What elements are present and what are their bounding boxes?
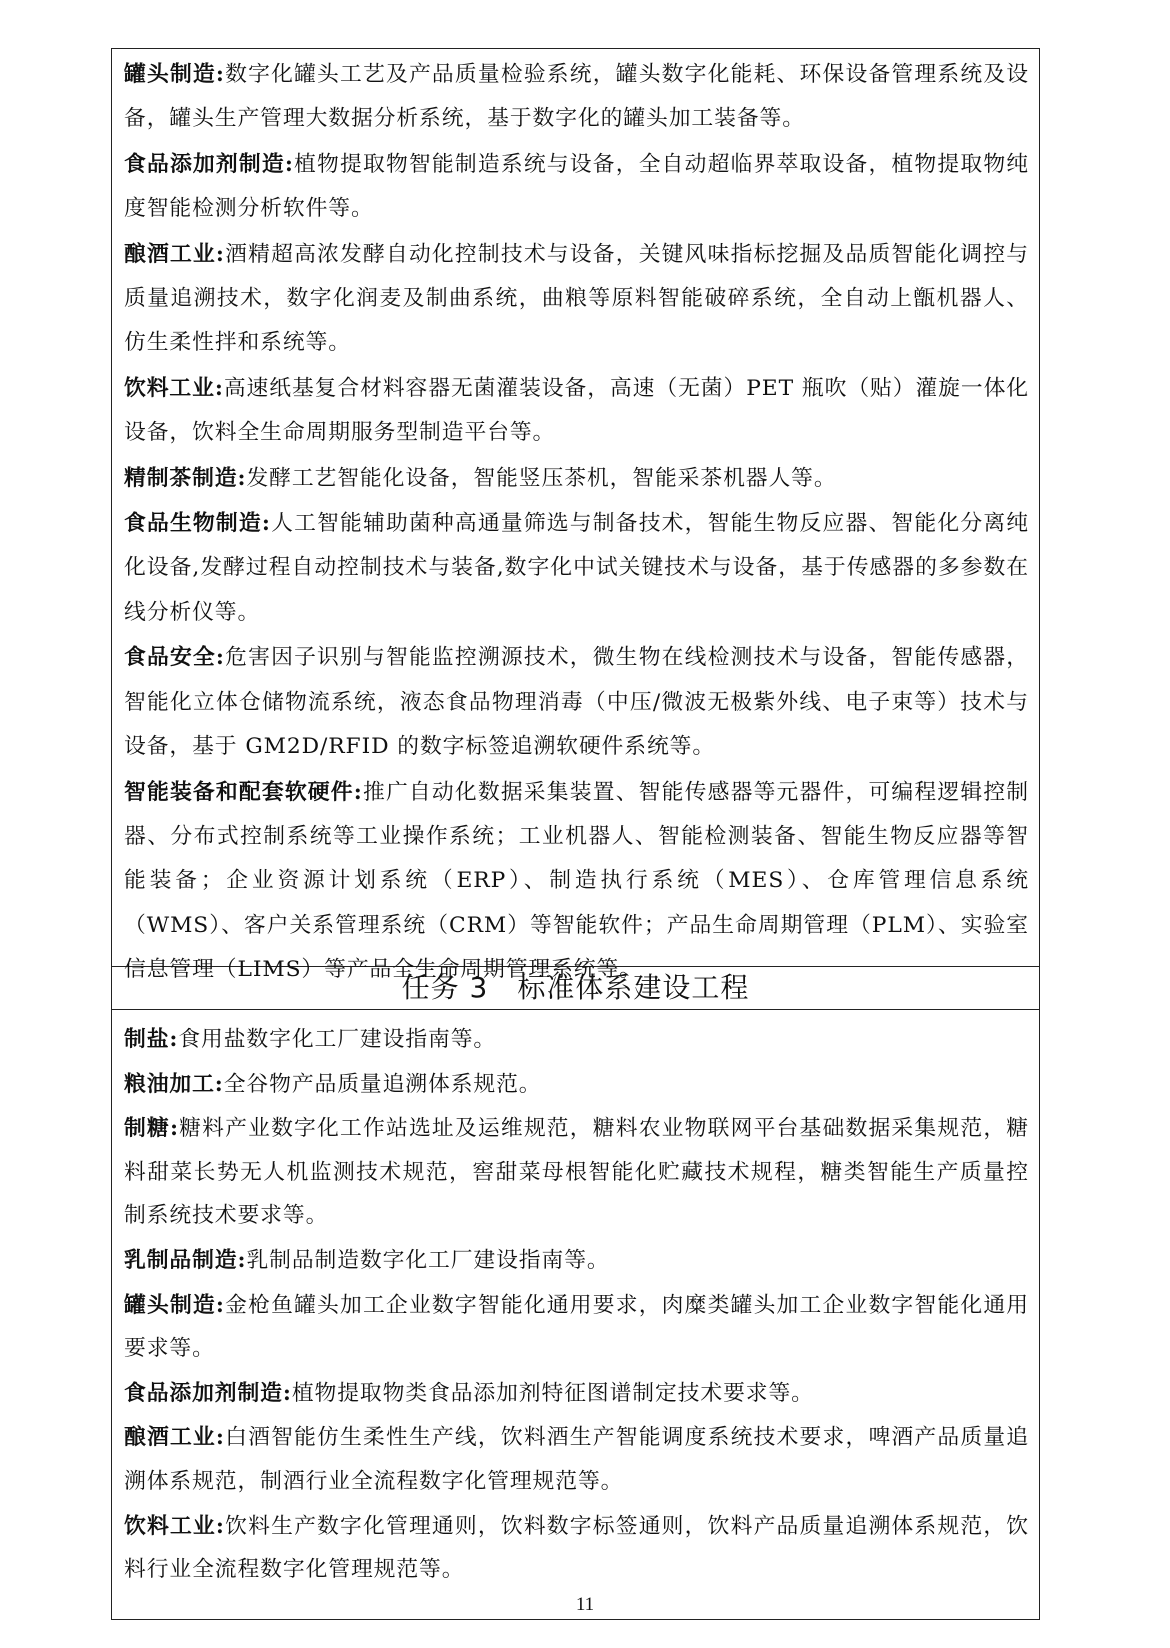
paragraph-grain-oil [124,1063,1029,1107]
task-heading: 任务 3 标准体系建设工程 [112,966,1039,1010]
paragraph-text: 全谷物产品质量追溯体系规范。 [223,1071,542,1097]
paragraph-dairy [124,1239,1029,1283]
paragraph-food-safety [124,636,1029,769]
paragraph-text: 发酵工艺智能化设备，智能竖压茶机，智能采茶机器人等。 [246,465,837,491]
paragraph-brewing [124,233,1029,366]
paragraph-key: 食品安全: [124,645,225,671]
paragraph-key: 精制茶制造: [124,465,247,491]
paragraph-food-additive [124,143,1029,232]
paragraph-key: 粮油加工: [124,1071,224,1097]
paragraph-biomanufacturing [124,502,1029,635]
paragraph-text: 数字化罐头工艺及产品质量检验系统，罐头数字化能耗、环保设备管理系统及设备，罐头生产管理大数据分析系统，基于数字化的罐头加工装备等。 [124,62,1029,132]
section-top [112,49,1039,983]
paragraph-key: 饮料工业: [124,375,224,401]
paragraph-food-additive-standard [124,1372,1029,1416]
paragraph-smart-equipment [124,771,1029,993]
section-bottom [112,1010,1039,1619]
paragraph-text: 酒精超高浓发酵自动化控制技术与设备，关键风味指标挖掘及品质智能化调控与质量追溯技术，数字化润麦及制曲系统，曲粮等原料智能破碎系统，全自动上甑机器人、仿生柔性拌和系统等。 [124,241,1029,356]
paragraph-text: 植物提取物智能制造系统与设备，全自动超临界萃取设备，植物提取物纯度智能检测分析软件等。 [124,151,1029,222]
paragraph-canned-food-standard [124,1284,1029,1371]
paragraph-key: 智能装备和配套软硬件: [124,779,363,805]
paragraph-tea [124,457,1029,501]
paragraph-text: 糖料产业数字化工作站选址及运维规范，糖料农业物联网平台基础数据采集规范，糖料甜菜长势无人机监测技术规范，窖甜菜母根智能化贮藏技术规程，糖类智能生产质量控制系统技术要求等。 [124,1116,1029,1229]
paragraph-text: 人工智能辅助菌种高通量筛选与制备技术，智能生物反应器、智能化分离纯化设备,发酵过程自动控制技术与装备,数字化中试关键技术与设备，基于传感器的多参数在线分析仪等。 [124,511,1029,625]
paragraph-key: 食品生物制造: [124,511,271,537]
paragraph-beverage-standard [124,1505,1029,1592]
paragraph-text: 推广自动化数据采集装置、智能传感器等元器件，可编程逻辑控制器、分布式控制系统等工业操作系统；工业机器人、智能检测装备、智能生物反应器等智能装备；企业资源计划系统（ERP）、制造执行系统（MES）、仓库管理信息系统（WMS）、客户关系管理系统（CRM）等智能软件；产品生命周期管理（PLM）、实验室信息管理（LIMS）等产品全生命周期管理系统等。 [124,779,1029,983]
paragraph-key: 酿酒工业: [124,241,225,267]
paragraph-key: 罐头制造: [124,62,225,87]
paragraph-text: 植物提取物类食品添加剂特征图谱制定技术要求等。 [291,1380,814,1406]
paragraph-key: 制糖: [124,1116,179,1142]
paragraph-salt [124,1018,1029,1062]
paragraph-canned-food [124,53,1029,142]
paragraph-text: 金枪鱼罐头加工企业数字智能化通用要求，肉糜类罐头加工企业数字智能化通用要求等。 [124,1292,1029,1362]
paragraph-text: 危害因子识别与智能监控溯源技术，微生物在线检测技术与设备，智能传感器，智能化立体仓储物流系统，液态食品物理消毒（中压/微波无极紫外线、电子束等）技术与设备，基于 GM2D/RFID 的数字标签追溯软硬件系统等。 [124,645,1029,760]
paragraph-text: 乳制品制造数字化工厂建设指南等。 [246,1247,610,1273]
paragraph-key: 乳制品制造: [124,1247,247,1273]
paragraph-key: 饮料工业: [124,1513,225,1539]
paragraph-text: 饮料生产数字化管理通则，饮料数字标签通则，饮料产品质量追溯体系规范，饮料行业全流程数字化管理规范等。 [124,1513,1029,1583]
paragraph-text: 高速纸基复合材料容器无菌灌装设备，高速（无菌）PET 瓶吹（贴）灌旋一体化设备，饮料全生命周期服务型制造平台等。 [124,375,1030,446]
paragraph-key: 食品添加剂制造: [124,151,294,177]
paragraph-text: 白酒智能仿生柔性生产线，饮料酒生产智能调度系统技术要求，啤酒产品质量追溯体系规范，制酒行业全流程数字化管理规范等。 [124,1425,1029,1494]
paragraph-beverage [124,367,1029,456]
paragraph-text: 食用盐数字化工厂建设指南等。 [178,1027,497,1052]
paragraph-key: 酿酒工业: [124,1425,225,1451]
page-number: 11 [575,1594,595,1615]
paragraph-key: 食品添加剂制造: [124,1380,292,1406]
paragraph-key: 罐头制造: [124,1292,225,1318]
content-table [111,48,1040,1620]
paragraph-brewing-standard [124,1416,1029,1503]
paragraph-key: 制盐: [124,1027,179,1052]
paragraph-sugar [124,1107,1029,1238]
